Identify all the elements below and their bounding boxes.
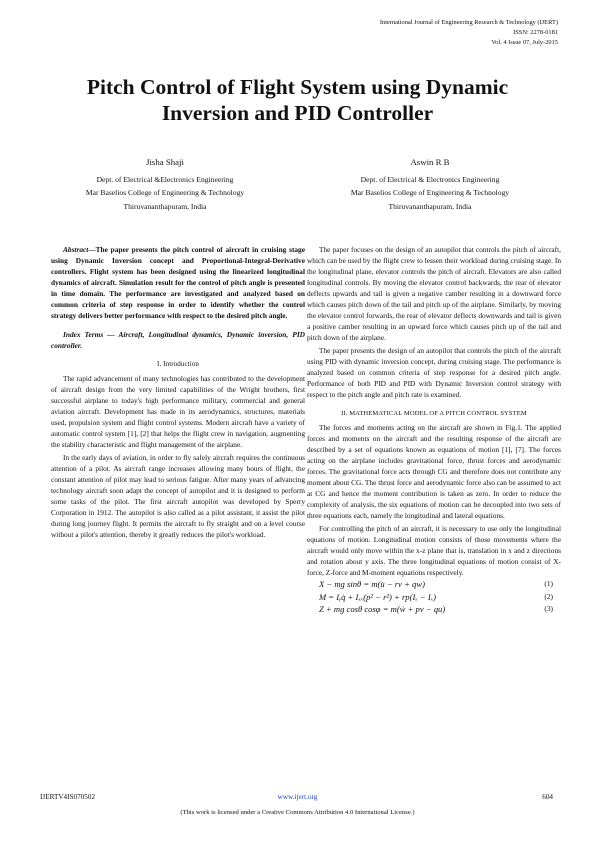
- author-dept: Dept. of Electrical & Electronics Engineering: [360, 174, 500, 184]
- license-notice: (This work is licensed under a Creative Commons Attribution 4.0 International License.): [180, 809, 415, 816]
- author-dept: Dept. of Electrical &Electronics Engineering: [96, 174, 234, 184]
- journal-header: [380, 18, 558, 48]
- right-column: [307, 244, 561, 616]
- equation-row: [307, 578, 561, 591]
- journal-website-link[interactable]: www.ijert.org: [277, 793, 318, 801]
- body-paragraph-2: The paper presents the design of an autopilot that controls the pitch of the aircraft using PID with dynamic inversion concept, during cruising stage. The performance is analyzed based on common criteria of step response for a desired pitch angle. Performance of both PID and PID with Dynamic Inversion control strategy with respect to the pitch angle and pitch rate is examined.: [307, 346, 561, 399]
- section-heading-math-model: II. MATHEMATICAL MODEL OF A PITCH CONTROL SYSTEM: [341, 410, 527, 417]
- intro-paragraph-2: In the early days of aviation, in order to fly safely aircraft requires the continuous attention of a pilot. As aircraft range increases allowing many hours of flight, the constant attention of pilot may lead to serious fatigue. After many years of advancing technology aircraft soon adapt the concept of autopilot and it is designed to perform some tasks of the pilot. The first aircraft autopilot was developed by Sperry Corporation in 1912. The autopilot is also called as a pilot assistant, it assist the pilot during long journey flight. It permits the aircraft to fly straight and on a level course without a pilot's attention, thereby it greatly reduces the pilot's workload.: [51, 453, 305, 539]
- author-city: Thiruvananthapuram, India: [123, 201, 207, 211]
- title-line-1: Pitch Control of Flight System using Dynamic: [86, 75, 509, 99]
- equation-number: (1): [544, 579, 553, 588]
- equation-expression: Z + mg cosθ cosφ = m(ẇ + pv − qu): [319, 604, 446, 614]
- journal-issn: ISSN: 2278-0181: [513, 29, 558, 36]
- abstract-label: Abstract: [63, 245, 89, 254]
- journal-name: International Journal of Engineering Research & Technology (IJERT): [379, 19, 558, 26]
- abstract: [51, 244, 305, 321]
- index-terms-label: Index Terms: [63, 330, 104, 339]
- intro-paragraph-1: The rapid advancement of many technologies has contributed to the development of aircraft design from the very limited capabilities of the Wright brothers, first successful airplane to today's high performance military, commercial and general aviation aircraft. Development has made in its aerodynamics, structures, materials used, propulsion system and flight control systems. Modern aircraft have a variety of automatic control system [1], [2] that helps the flight crew in navigation, augmenting the stability characteristic and flight management of the airplane.: [51, 374, 305, 449]
- math-paragraph-1: The forces and moments acting on the aircraft are shown in Fig.1. The applied forces and moments on the aircraft and the resulting response of the aircraft are described by a set of equations known as equations of motion [1], [7]. The forces acting on the airplane includes gravitational force, thrust forces and aerodynamic forces. The gravitational force acts through CG and therefore does not contribute any moment about CG. The thrust force and aerodynamic force also can be assumed to act at CG and hence the moment contribution is taken as zero. In order to reduce the complexity of analysis, the six equations of motion can be decoupled into two sets of three equations each, namely the longitudinal and lateral equations.: [307, 423, 561, 520]
- equation-number: (3): [544, 604, 553, 613]
- author-college: Mar Baselios College of Engineering & Technology: [350, 188, 510, 197]
- math-paragraph-2: For controlling the pitch of an aircraft, it is necessary to use only the longitudinal equations of motion. Longitudinal motion consists of those movements where the aircraft would only move within the x-z plane that is, translation in x and z directions and rotation about y axis. The three longitudinal equations of motion consist of X-force, Z-force and M-moment equations respectively.: [307, 524, 561, 577]
- abstract-text: —The paper presents the pitch control of aircraft in cruising stage using Dynamic Inversion concept and Proportional-Integral-Derivative controllers. Flight system has been designed using the linearized longitudinal dynamics of aircraft. Simulation result for the control of pitch angle is presented in time domain. The performance are investigated and analyzed based on common criteria of step response in order to identify whether the control strategy delivers better performance with respect to the desired pitch angle.: [51, 245, 305, 320]
- author-name: Jisha Shaji: [146, 157, 184, 167]
- page-number: 604: [542, 793, 553, 801]
- author-college: Mar Baselios College of Engineering & Technology: [85, 188, 245, 197]
- paper-id: IJERTV4IS070502: [40, 793, 96, 801]
- left-column: [51, 244, 305, 540]
- author-city: Thiruvananthapuram, India: [388, 201, 472, 211]
- equation-expression: X − mg sinθ = m(u̇ − rv + qw): [319, 579, 425, 589]
- body-paragraph-1: The paper focuses on the design of an autopilot that controls the pitch of aircraft, which can be used by the flight crew to lessen their workload during cruising stage. In the longitudinal plane, elevator controls the pitch of aircraft. Elevators are also called longitudinal controls. By moving the elevator control backwards, the rear of elevator deflects upwards and tail is given a negative camber resulting in a downward force which causes pitch down of the tail and pitch up of the airplane. Similarly, by moving the elevator control forwards, the rear of elevator deflects downwards and tail is given a positive camber resulting in an upward force which causes pitch up of the tail and pitch down of the airplane.: [307, 245, 561, 342]
- author-block-1: [40, 156, 290, 213]
- equation-number: (2): [544, 591, 553, 601]
- journal-volume: Vol. 4 Issue 07, July-2015: [491, 39, 558, 46]
- equation-expression: M = Iᵧq̇ + Iₓₓ(p² − r²) + rp(Iₓ − Iₓ): [319, 591, 437, 602]
- section-heading-introduction: I. Introduction: [157, 360, 199, 368]
- equation-row: [307, 603, 561, 616]
- index-terms: [51, 329, 305, 351]
- title-line-2: Inversion and PID Controller: [161, 101, 434, 125]
- author-name: Aswin R B: [410, 157, 450, 167]
- equation-row: [307, 591, 561, 604]
- author-block-2: [305, 156, 555, 213]
- index-terms-text: — Aircraft, Longitudinal dynamics, Dynamic inversion, PID controller.: [51, 330, 305, 350]
- paper-title: [40, 74, 555, 126]
